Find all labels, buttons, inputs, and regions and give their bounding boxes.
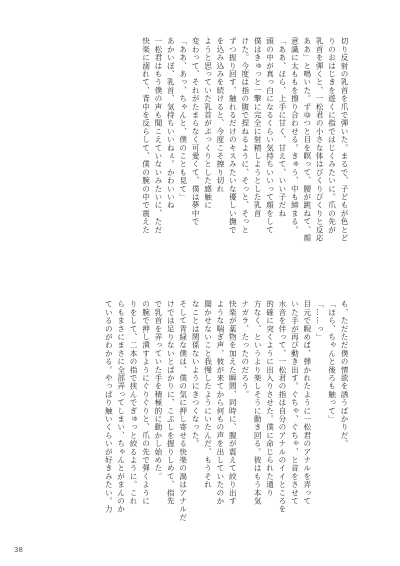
text-column: 「ああ、あっ、ちゃんと、僕のことも見て」 bbox=[178, 37, 188, 201]
text-column: りをして、二本の指で挟んでぎゅっと絞るように。これ bbox=[129, 300, 139, 505]
upper-text-block bbox=[46, 37, 350, 277]
text-column: 「ああ、ほら、上手に甘く、甘えて、いい子だね bbox=[277, 37, 287, 218]
text-column: そして青緑な僕は、僕の気に押し寄せる快楽の渦はアナルだ bbox=[178, 300, 188, 522]
text-column: 「ほら、ちゃんと後ろも触って」 bbox=[327, 300, 337, 423]
text-column: 快楽が薬物を加えた瞬間、同時に、腹が震えて絞り出す bbox=[228, 300, 238, 505]
text-column: 方なく、というより楽しそうに動き回る。彼はもう本気 bbox=[253, 300, 263, 505]
text-column: けでは足りないとばかりに、こぶしを握りしめて、指先 bbox=[166, 300, 176, 505]
text-column: で乳首を弄っていた手を積極的に動かし始めた。 bbox=[153, 300, 163, 481]
text-column: 切り反射の乳首を爪で弾いた。まるで、子どもが色とど bbox=[340, 37, 349, 242]
text-column: 僕はきゅっと一撃に完全に射精しようとした乳首 bbox=[253, 37, 263, 218]
lower-text-block bbox=[46, 300, 350, 535]
text-column: ああ」と鳴いた。ずゆつと目を瞑って、腰が跳ねて、顔 bbox=[302, 37, 312, 242]
text-column: なことは関係ないようにきつくなった。 bbox=[191, 300, 201, 448]
text-column: 意識に太ももを擦り合わせる。きゅう、中も締まる。 bbox=[290, 37, 300, 234]
text-column: を込み込みを続けると、今度こそ擦り切れ bbox=[215, 37, 225, 193]
text-column: も、ただただ僕の情欲を誘うばかりだ。 bbox=[340, 300, 349, 448]
text-column: ずつ振り回す、触れるだけのキスみたいな優しい撫で bbox=[228, 37, 238, 234]
text-column: 頭の中が真っ白になるくらい気持ちいいって顔をして bbox=[265, 37, 275, 234]
text-column: 乳首を弾くと、一松君の小さな体はびくりびくりと反応 bbox=[315, 37, 325, 242]
text-column: りのおはじきを遊くに指ではじくみたいに。爪の先が bbox=[327, 37, 337, 234]
text-column: の腕で押し潰すようにぐりぐりと、爪の先で弾くように bbox=[141, 300, 151, 505]
page-number: 38 bbox=[14, 546, 23, 554]
text-column: ような喘ぎ声、彼が来てから何もの声を出していたのか bbox=[215, 300, 225, 505]
text-column: らもまさにまさに全部弄ってしまい、ちゃんとがまんのか bbox=[116, 300, 126, 514]
text-column: 目元で睨めば、弾かれたように一松君のアナルを弄って bbox=[302, 300, 312, 505]
text-column: いた手が再び動き出す。ぐちゃ、ぐちゃ、と音をさせて bbox=[290, 300, 300, 505]
text-column: 一松君はもう僕の声も聞こえていないみたいに、ただ bbox=[153, 37, 163, 234]
text-column: 水音を伴って、一松君の指は自分のアナルのイイところを bbox=[277, 300, 287, 514]
text-column: 的確に突くように出入りさせた。僕に命じられた通り bbox=[265, 300, 275, 497]
text-column: 変わって、それがたまらなく可愛くて、僕は夢中で bbox=[191, 37, 201, 226]
text-column: あかいぼ、乳首、気持ちいいねぇ。かわいいね bbox=[166, 37, 176, 210]
text-column: ているのがわかる。やっぱり触いくらいが好きみたい。力 bbox=[104, 300, 114, 514]
text-column: 快楽に溺れて、背中を反らして、僕の腕の中で震えた bbox=[141, 37, 151, 234]
text-column: けた。今度は指の腹で捏ねるように、そっと、そっと bbox=[240, 37, 250, 234]
text-column: ナガラ、たったのだろう。 bbox=[240, 300, 250, 399]
text-column: 聞かせないこと我慢したようにいたんだ、もうそれ bbox=[203, 300, 213, 489]
text-column: ようと思っていた乳首がぷっくりとした感触に bbox=[203, 37, 213, 210]
text-column: 「……っ」 bbox=[315, 300, 325, 341]
